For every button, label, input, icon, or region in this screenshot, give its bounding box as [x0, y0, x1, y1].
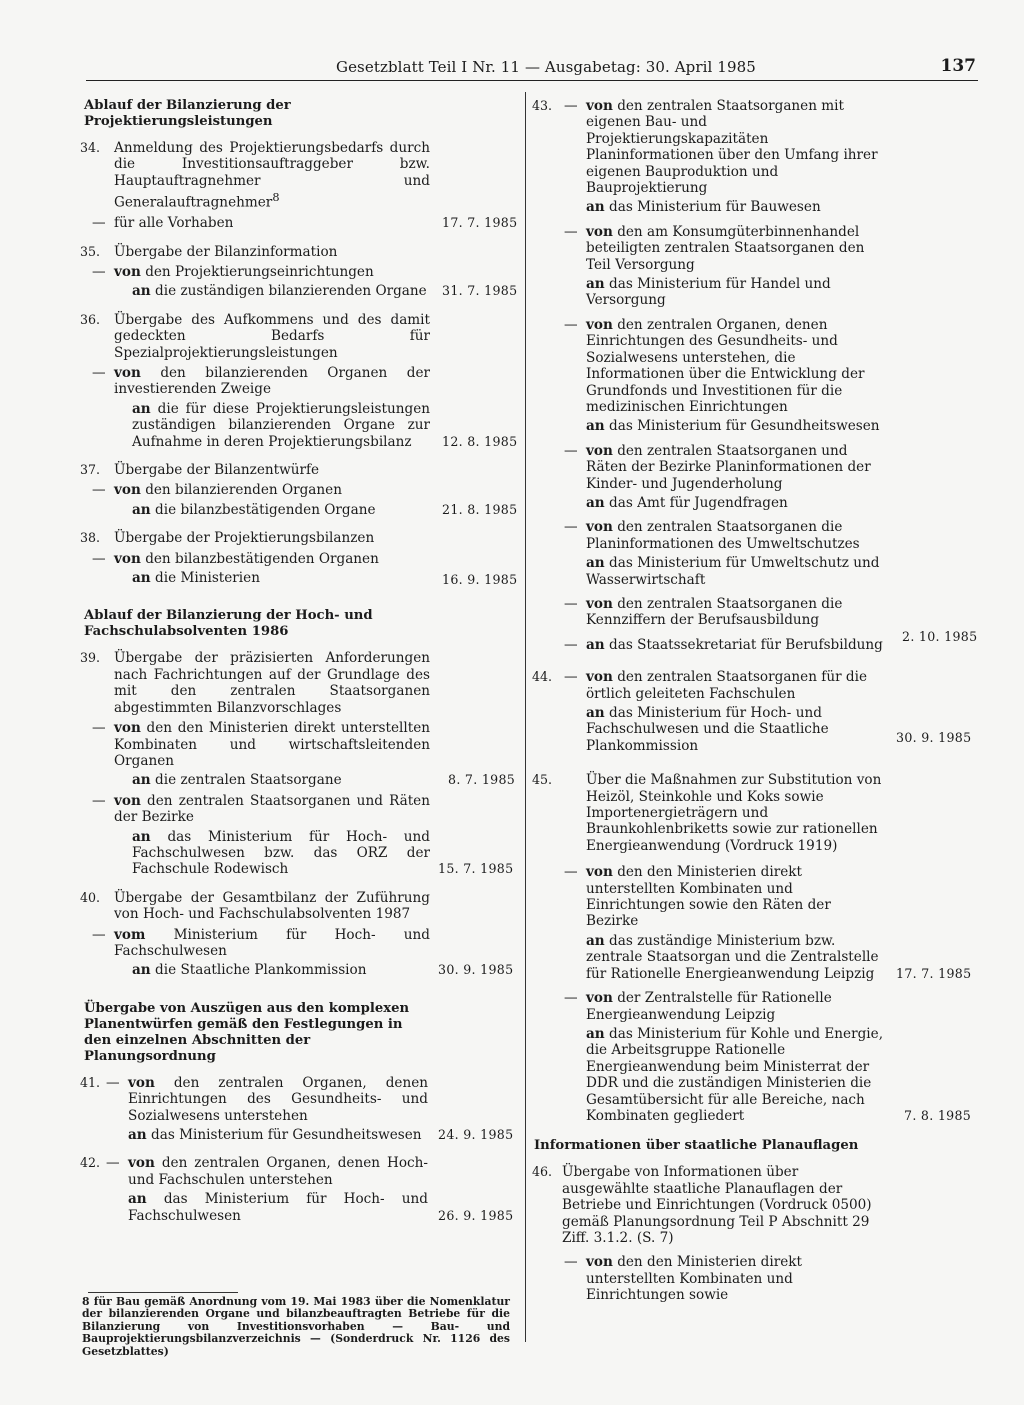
deadline-date: 15. 7. 1985 [438, 861, 514, 877]
entry-38: 38. Übergabe der Projektierungsbilanzen — von den bilanzbestätigenden Organen an die Ministerien 16. 9. 1985 [80, 530, 518, 588]
footnote-rule [88, 1292, 238, 1293]
entry-number: 40. [80, 889, 101, 905]
von-text: den zentralen Staatsorganen und Räten der Bezirke [114, 792, 430, 826]
an-label: an [586, 494, 605, 511]
deadline-date: 26. 9. 1985 [438, 1207, 514, 1223]
entry-number: 43. [532, 98, 553, 113]
von-label: von [586, 669, 613, 686]
entry-42: 42. — von den zentralen Organen, denen Hoch- und Fachschulen unterstehen an das Ministerium für Hoch- und Fachschulwesen 26. 9. 1985 [80, 1155, 514, 1224]
an-text: das Amt für Jugendfragen [609, 494, 788, 511]
entry-number: 41. [80, 1074, 101, 1090]
von-text: der Zentralstelle für Rationelle Energieanwendung Leipzig [586, 990, 832, 1023]
von-label: von [586, 316, 613, 333]
von-text: den zentralen Organen, denen Einrichtungen des Gesundheits- und Sozialwesens unterstehen [128, 1074, 429, 1124]
von-label: von [128, 1074, 155, 1091]
von-text: den Projektierungseinrichtungen [145, 263, 374, 280]
entry-number: 38. [80, 530, 101, 546]
section-heading: Informationen über staatliche Planauflagen [534, 1138, 859, 1154]
entry-35: 35. Übergabe der Bilanzinformation — von den Projektierungseinrichtungen an die zuständigen bilanzierenden Organe 31. 7. 1985 [80, 243, 518, 300]
entry-text: Übergabe von Informationen über ausgewählte staatliche Planauflagen der Betriebe und Einrichtungen (Vordruck 0500) gemäß Planungsordnung Teil P Abschnitt 29 Ziff. 3.1.2. (S. 7) [562, 1164, 872, 1246]
header-title: Gesetzblatt Teil I Nr. 11 — Ausgabetag: 30. April 1985 [336, 58, 756, 76]
an-label: an [132, 400, 151, 417]
an-label: an [128, 1127, 147, 1143]
an-label: an [128, 1191, 147, 1208]
von-text: den zentralen Staatsorganen die Kennziffern der Berufsausbildung [586, 595, 843, 629]
von-label: von [114, 792, 141, 809]
von-text: den bilanzbestätigenden Organen [145, 550, 379, 567]
von-label: von [586, 595, 613, 612]
deadline-date: 21. 8. 1985 [442, 501, 518, 517]
an-text: das Ministerium für Umweltschutz und Wasserwirtschaft [586, 555, 880, 588]
entry-number: 46. [532, 1164, 553, 1180]
an-text: das Ministerium für Kohle und Energie, die Arbeitsgruppe Rationelle Energieanwendung beim Ministerrat der DDR und die zuständigen Ministerien die Gesamtübersicht für alle Bereiche, nach Kombinaten gegliedert [586, 1025, 884, 1124]
deadline-date: 31. 7. 1985 [442, 283, 518, 299]
von-label: von [114, 263, 141, 280]
von-label: von [586, 990, 613, 1007]
an-label: an [586, 555, 605, 572]
an-label: an [132, 828, 151, 845]
entry-40: 40. Übergabe der Gesamtbilanz der Zuführung von Hoch- und Fachschulabsolventen 1987 — vom Ministerium für Hoch- und Fachschulwesen an die Staatliche Plankommission 30. 9. 1985 [80, 889, 514, 979]
an-label: an [586, 276, 605, 293]
footnote: 8 für Bau gemäß Anordnung vom 19. Mai 1983 über die Nomenklatur der bilanzierenden Organe und bilanzbeauftragten Betriebe für die Bilanzierung von Investitionsvorhaben — Bau- und Bauprojektierungsbilanzverzeichnis — (Sonderdruck Nr. 1126 des Gesetzblattes) [82, 1295, 510, 1358]
von-label: von [586, 223, 613, 240]
right-column [532, 98, 978, 1316]
von-text: den zentralen Organen, denen Hoch- und Fachschulen unterstehen [128, 1155, 428, 1188]
entry-text: Übergabe der Bilanzentwürfe [114, 462, 320, 479]
entry-text: Übergabe der präzisierten Anforderungen nach Fachrichtungen auf der Grundlage des mit den zentralen Staatsorganen abgestimmten Bilanzvorschlages [114, 650, 430, 716]
entry-text: Übergabe der Gesamtbilanz der Zuführung von Hoch- und Fachschulabsolventen 1987 [114, 889, 430, 923]
deadline-date: 30. 9. 1985 [896, 729, 972, 745]
an-text: die bilanzbestätigenden Organe [155, 501, 376, 518]
von-label: von [114, 720, 141, 737]
deadline-date: 24. 9. 1985 [438, 1127, 514, 1142]
an-text: die zuständigen bilanzierenden Organe [155, 283, 427, 300]
column-divider [525, 92, 526, 1342]
an-label: an [586, 1025, 605, 1042]
page-header [86, 58, 978, 81]
an-label: an [586, 705, 605, 721]
von-text: den bilanzierenden Organen [145, 482, 342, 499]
deadline-date: 12. 8. 1985 [442, 433, 518, 449]
von-label: von [114, 365, 141, 381]
entry-number: 45. [532, 772, 553, 788]
an-label: an [586, 418, 605, 435]
von-label: von [586, 98, 613, 114]
von-label: vom [114, 926, 146, 943]
entry-detail: für alle Vorhaben [114, 215, 234, 232]
section-heading: Ablauf der Bilanzierung der Hoch- und Fachschulabsolventen 1986 [84, 608, 373, 640]
an-label: an [132, 772, 151, 789]
an-text: das Ministerium für Hoch- und Fachschulwesen und die Staatliche Plankommission [586, 705, 829, 754]
von-text: den den Ministerien direkt unterstellten Kombinaten und Einrichtungen sowie [586, 1254, 802, 1304]
von-label: von [128, 1155, 155, 1172]
von-text: den am Konsumgüterbinnenhandel beteiligten zentralen Staatsorganen den Teil Versorgung [586, 223, 865, 273]
von-label: von [586, 442, 613, 459]
von-label: von [586, 864, 613, 881]
entry-45: 45. Über die Maßnahmen zur Substitution von Heizöl, Steinkohle und Koks sowie Importenergieträgern und Braunkohlenbriketts sowie zur rationellen Energieanwendung (Vordruck 1919) — von den den Ministerien direkt unterstellten Kombinaten und Einrichtungen sowie den Räten der Bezirke an das zuständige Ministerium bzw. zentrale Staatsorgan und die Zentralstelle für Rationelle Energieanwendung Leipzig 17. 7. 1985 — von der Zentralstelle für Rationelle Energieanwendung Leipzig an das Ministerium für Kohle und Energie, die Arbeitsgruppe Rationelle Energieanwendung beim Ministerrat der DDR und die zuständigen Ministerien die Gesamtübersicht für alle Bereiche, nach Kombinaten gegliedert 7. 8. 1985 [532, 772, 972, 1124]
an-label: an [132, 283, 151, 300]
entry-43: 43. — von den zentralen Staatsorganen mit eigenen Bau- und Projektierungskapazitäten Planinformationen über den Umfang ihrer eigenen Bauproduktion und Bauprojektierung an das Ministerium für Bauwesen — von den am Konsumgüterbinnenhandel beteiligten zentralen Staatsorganen den Teil Versorgung an das Ministerium für Handel und Versorgung — von den zentralen Organen, denen Einrichtungen des Gesundheits- und Sozialwesens unterstehen, die Informationen über die Entwicklung der Grundfonds und Investitionen für die medizinischen Einrichtungen an das Ministerium für Gesundheitswesen — von den zentralen Staatsorganen und Räten der Bezirke Planinformationen der Kinder- und Jugenderholung an das Amt für Jugendfragen — von den zentralen Staatsorganen die Planinformationen des Umweltschutzes an das Ministerium für Umweltschutz und Wasserwirtschaft — von den zentralen Staatsorganen die Kennziffern der Berufsausbildung — an das Staatssekretariat für Berufsbildung 2. 10. 1985 [532, 98, 978, 653]
an-label: an [132, 501, 151, 518]
an-text: die Ministerien [155, 570, 260, 587]
von-text: den zentralen Staatsorganen für die örtlich geleiteten Fachschulen [586, 669, 867, 702]
entry-text: Übergabe der Bilanzinformation [114, 243, 338, 260]
an-text: das Ministerium für Gesundheitswesen [609, 418, 880, 435]
entry-46: 46. Übergabe von Informationen über ausgewählte staatliche Planauflagen der Betriebe und Einrichtungen (Vordruck 0500) gemäß Planungsordnung Teil P Abschnitt 29 Ziff. 3.1.2. (S. 7) — von den den Ministerien direkt unterstellten Kombinaten und Einrichtungen sowie [532, 1164, 872, 1304]
entry-text: Übergabe des Aufkommens und des damit gedeckten Bedarfs für Spezialprojektierungsleistungen [114, 311, 430, 361]
entry-number: 42. [80, 1155, 101, 1171]
section-heading: Ablauf der Bilanzierung der Projektierungsleistungen [84, 98, 291, 129]
an-text: das zuständige Ministerium bzw. zentrale Staatsorgan und die Zentralstelle für Rationelle Energieanwendung Leipzig [586, 932, 879, 982]
von-label: von [586, 1254, 613, 1271]
an-text: die für diese Projektierungsleistungen zuständigen bilanzierenden Organe zur Aufnahme in deren Projektierungsbilanz [132, 400, 430, 450]
an-text: die Staatliche Plankommission [155, 962, 367, 979]
an-label: an [132, 962, 151, 979]
an-label: an [132, 570, 151, 587]
von-text: den bilanzierenden Organen der investierenden Zweige [114, 365, 430, 398]
deadline-date: 30. 9. 1985 [438, 962, 514, 978]
von-text: den den Ministerien direkt unterstellten Kombinaten und Einrichtungen sowie den Räten der Bezirke [586, 864, 831, 930]
deadline-date: 17. 7. 1985 [896, 965, 972, 981]
entry-36: 36. Übergabe des Aufkommens und des damit gedeckten Bedarfs für Spezialprojektierungsleistungen — von den bilanzierenden Organen der investierenden Zweige an die für diese Projektierungsleistungen zuständigen bilanzierenden Organe zur Aufnahme in deren Projektierungsbilanz 12. 8. 1985 [80, 311, 518, 450]
an-label: an [586, 932, 605, 949]
von-label: von [114, 550, 141, 567]
entry-number: 44. [532, 669, 553, 685]
deadline-date: 7. 8. 1985 [904, 1107, 972, 1123]
von-text: den zentralen Staatsorganen die Planinformationen des Umweltschutzes [586, 519, 860, 552]
von-label: von [114, 482, 141, 499]
footnote-ref[interactable]: 8 [272, 190, 280, 205]
an-text: die zentralen Staatsorgane [155, 772, 342, 789]
von-text: Ministerium für Hoch- und Fachschulwesen [114, 926, 430, 959]
entry-34: 34. Anmeldung des Projektierungsbedarfs durch die Investitionsauftraggeber bzw. Hauptauftragnehmer und Generalauftragnehmer$^8$ — für alle Vorhaben 17. 7. 1985 [80, 140, 518, 232]
an-text: das Ministerium für Handel und Versorgung [586, 276, 831, 309]
von-text: den den Ministerien direkt unterstellten Kombinaten und wirtschaftsleitenden Organen [114, 720, 430, 769]
entry-number: 37. [80, 462, 101, 478]
entry-39: 39. Übergabe der präzisierten Anforderungen nach Fachrichtungen auf der Grundlage des mit den zentralen Staatsorganen abgestimmten Bilanzvorschlages — von den den Ministerien direkt unterstellten Kombinaten und wirtschaftsleitenden Organen an die zentralen Staatsorgane 8. 7. 1985 — von den zentralen Staatsorganen und Räten der Bezirke an das Ministerium für Hoch- und Fachschulwesen bzw. das ORZ der Fachschule Rodewisch 15. 7. 1985 [80, 650, 516, 878]
entry-number: 34. [80, 140, 101, 155]
an-text: das Staatssekretariat für Berufsbildung [609, 636, 883, 653]
an-text: das Ministerium für Hoch- und Fachschulwesen [128, 1191, 428, 1224]
section-heading: Übergabe von Auszügen aus den komplexen Planentwürfen gemäß den Festlegungen in den einzelnen Abschnitten der Planungsordnung [84, 1000, 410, 1064]
entry-number: 36. [80, 311, 101, 327]
deadline-date: 16. 9. 1985 [442, 572, 518, 588]
entry-number: 35. [80, 243, 101, 259]
von-text: den zentralen Organen, denen Einrichtungen des Gesundheits- und Sozialwesens unterstehen, die Informationen über die Entwicklung der Grundfonds und Investitionen für die medizinischen Einrichtungen [586, 316, 865, 415]
von-label: von [586, 519, 613, 536]
page-number: 137 [940, 56, 976, 76]
von-text: den zentralen Staatsorganen und Räten der Bezirke Planinformationen der Kinder- und Jugenderholung [586, 442, 871, 492]
entry-text: Über die Maßnahmen zur Substitution von Heizöl, Steinkohle und Koks sowie Importenergieträgern und Braunkohlenbriketts sowie zur rationellen Energieanwendung (Vordruck 1919) [586, 772, 882, 854]
an-text: das Ministerium für Gesundheitswesen [151, 1127, 422, 1143]
left-column [80, 98, 520, 1236]
entry-number: 39. [80, 650, 101, 666]
deadline-date: 2. 10. 1985 [902, 628, 978, 644]
deadline-date: 17. 7. 1985 [442, 215, 518, 231]
deadline-date: 8. 7. 1985 [448, 772, 516, 788]
entry-41: 41. — von den zentralen Organen, denen Einrichtungen des Gesundheits- und Sozialwesens unterstehen an das Ministerium für Gesundheitswesen 24. 9. 1985 [80, 1074, 514, 1143]
an-text: das Ministerium für Hoch- und Fachschulwesen bzw. das ORZ der Fachschule Rodewisch [132, 828, 430, 878]
entry-text: Anmeldung des Projektierungsbedarfs durch die Investitionsauftraggeber bzw. Hauptauftragnehmer und Generalauftragnehmer [114, 140, 430, 211]
entry-37: 37. Übergabe der Bilanzentwürfe — von den bilanzierenden Organen an die bilanzbestätigenden Organe 21. 8. 1985 [80, 462, 518, 518]
entry-text: Übergabe der Projektierungsbilanzen [114, 530, 375, 547]
von-text: den zentralen Staatsorganen mit eigenen Bau- und Projektierungskapazitäten Planinformationen über den Umfang ihrer eigenen Bauproduktion und Bauprojektierung [586, 98, 878, 197]
an-text: das Ministerium für Bauwesen [609, 199, 821, 216]
entry-44: 44. — von den zentralen Staatsorganen für die örtlich geleiteten Fachschulen an das Ministerium für Hoch- und Fachschulwesen und die Staatliche Plankommission 30. 9. 1985 [532, 669, 972, 754]
an-label: an [586, 199, 605, 216]
an-label: an [586, 636, 605, 653]
